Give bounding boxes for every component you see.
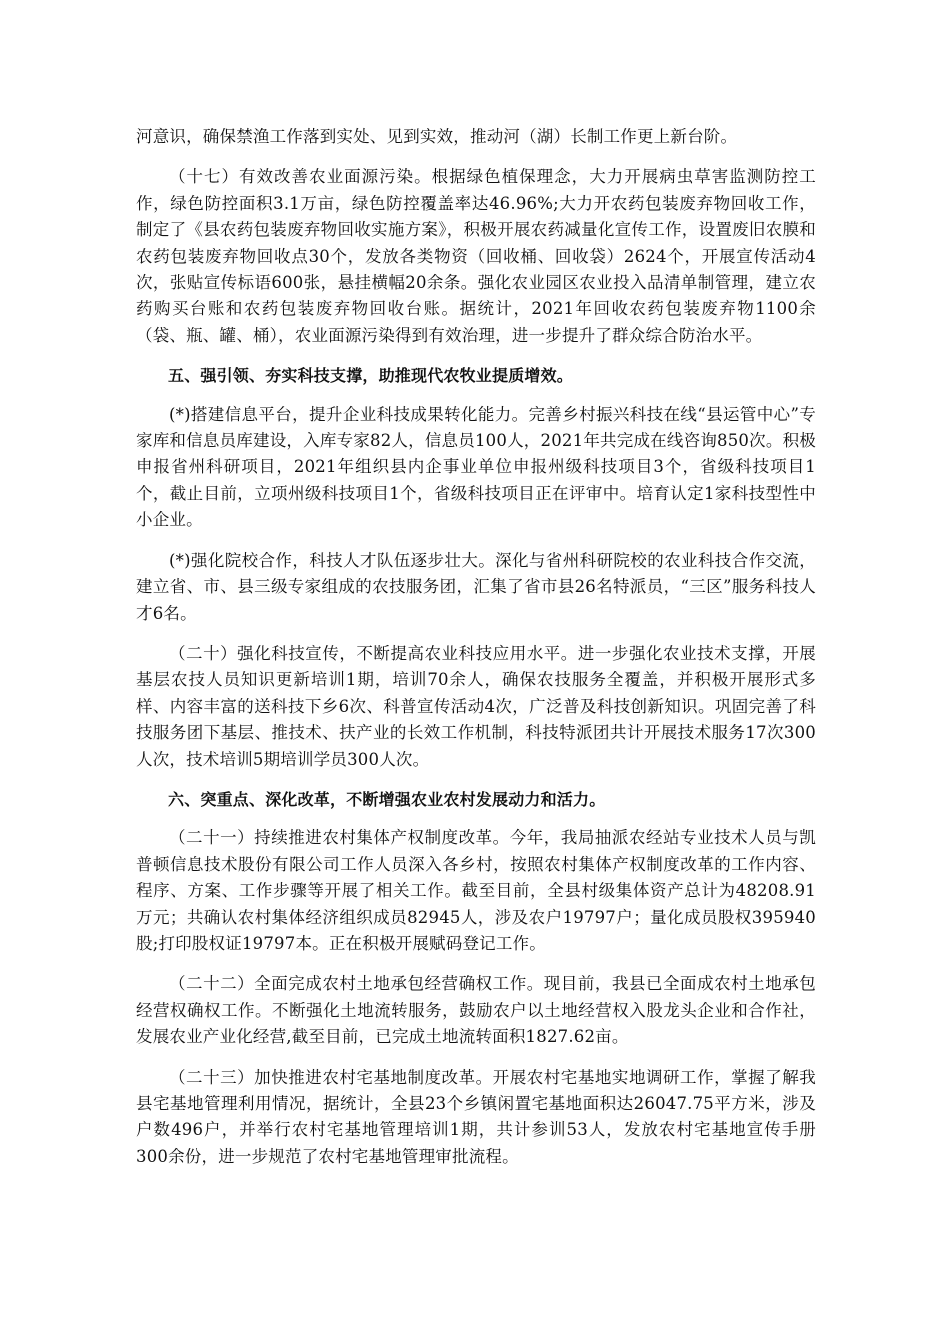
document-body [136,124,816,1184]
paragraph-info-platform: (*)搭建信息平台，提升企业科技成果转化能力。完善乡村振兴科技在线“县运管中心”专家库和信息员库建设，入库专家82人，信息员100人，2021年共完成在线咨询850次。积极申报省州科研项目，2021年组织县内企事业单位申报州级科技项目3个，省级科技项目1个，截止目前，立项州级科技项目1个，省级科技项目正在评审中。培育认定1家科技型性中小企业。 [136,404,816,530]
paragraph-23-homestead-reform: （二十三）加快推进农村宅基地制度改革。开展农村宅基地实地调研工作，掌握了解我县宅基地管理利用情况，据统计，全县23个乡镇闲置宅基地面积达26047.75平方米，涉及户数496户，并举行农村宅基地管理培训1期，共计参训53人，发放农村宅基地宣传手册300余份，进一步规范了农村宅基地管理审批流程。 [136,1067,816,1166]
paragraph-continuation: 河意识，确保禁渔工作落到实处、见到实效，推动河（湖）长制工作更上新台阶。 [136,127,738,146]
paragraph-17-agricultural-pollution: （十七）有效改善农业面源污染。根据绿色植保理念，大力开展病虫草害监测防控工作，绿色防控面积3.1万亩，绿色防控覆盖率达46.96%;大力开农药包装废弃物回收工作，制定了《县农药包装废弃物回收实施方案》，积极开展农药减量化宣传工作，设置废旧农膜和农药包装废弃物回收点30个，发放各类物资（回收桶、回收袋）2624个，开展宣传活动4次，张贴宣传标语600张，悬挂横幅20余条。强化农业园区农业投入品清单制管理，建立农药购买台账和农药包装废弃物回收台账。据统计，2021年回收农药包装废弃物1100余（袋、瓶、罐、桶），农业面源污染得到有效治理，进一步提升了群众综合防治水平。 [136,167,816,345]
section-heading-5: 五、强引领、夯实科技支撑，助推现代农牧业提质增效。 [168,366,574,386]
paragraph-22-land-contract: （二十二）全面完成农村土地承包经营确权工作。现目前，我县已全面成农村土地承包经营权确权工作。不断强化土地流转服务，鼓励农户以土地经营权入股龙头企业和合作社，发展农业产业化经营,截至目前，已完成土地流转面积1827.62亩。 [136,974,816,1047]
paragraph-college-cooperation: (*)强化院校合作，科技人才队伍逐步壮大。深化与省州科研院校的农业科技合作交流，建立省、市、县三级专家组成的农技服务团，汇集了省市县26名特派员，“三区”服务科技人才6名。 [136,550,816,623]
section-heading-6: 六、突重点、深化改革，不断增强农业农村发展动力和活力。 [168,789,606,809]
paragraph-21-collective-property: （二十一）持续推进农村集体产权制度改革。今年，我局抽派农经站专业技术人员与凯普顿信息技术股份有限公司工作人员深入各乡村，按照农村集体产权制度改革的工作内容、程序、方案、工作步骤等开展了相关工作。截至目前，全县村级集体资产总计为48208.91万元；共确认农村集体经济组织成员82945人，涉及农户19797户；量化成员股权395940股;打印股权证19797本。正在积极开展赋码登记工作。 [136,828,816,953]
paragraph-20-tech-promotion: （二十）强化科技宣传，不断提高农业科技应用水平。进一步强化农业技术支撑，开展基层农技人员知识更新培训1期，培训70余人，确保农技服务全覆盖，并积极开展形式多样、内容丰富的送科技下乡6次、科普宣传活动4次，广泛普及科技创新知识。巩固完善了科技服务团下基层、推技术、扶产业的长效工作机制，科技特派团共计开展技术服务17次300人次，技术培训5期培训学员300人次。 [136,643,816,769]
